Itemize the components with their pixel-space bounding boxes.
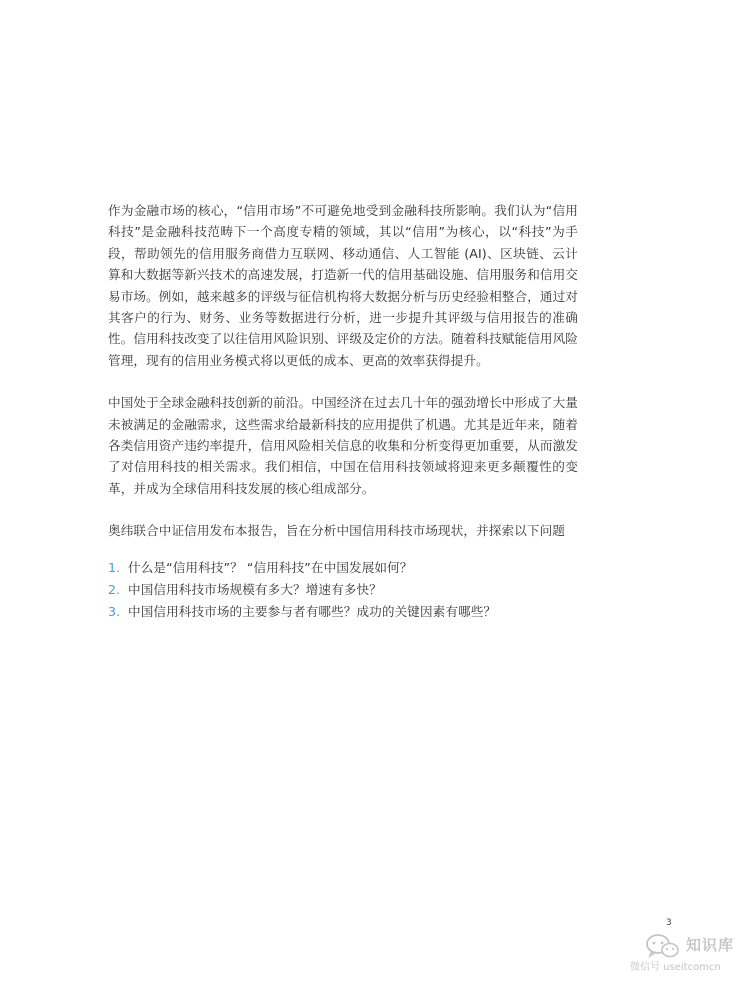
question-list <box>108 557 578 623</box>
page-number: 3 <box>666 918 672 928</box>
wechat-icon <box>644 932 682 960</box>
report-intro: 奥纬联合中证信用发布本报告，旨在分析中国信用科技市场现状，并探索以下问题 <box>108 523 565 539</box>
question-text: 中国信用科技市场规模有多大？增速有多快？ <box>128 581 382 597</box>
list-number: 1. <box>108 559 121 575</box>
list-item <box>108 601 578 623</box>
list-item <box>108 557 578 579</box>
watermark <box>630 930 740 974</box>
question-text: 中国信用科技市场的主要参与者有哪些？成功的关键因素有哪些？ <box>128 603 497 619</box>
question-text: 什么是“信用科技”？ “信用科技”在中国发展如何？ <box>128 559 413 575</box>
list-number: 3. <box>108 603 121 619</box>
paragraph-credit-market: 作为金融市场的核心，“信用市场”不可避免地受到金融科技所影响。我们认为“信用科技”是金融科技范畴下一个高度专精的领域，其以“信用”为核心，以“科技”为手段，帮助领先的信用服务商借力互联网、移动通信、人工智能 (AI)、区块链、云计算和大数据等新兴技术的高速发展，打造新一代的信用基础设施、信用服务和信用交易市场。例如，越来越多的评级与征信机构将大数据分析与历史经验相整合，通过对其客户的行为、财务、业务等数据进行分析，进一步提升其评级与信用报告的准确性。信用科技改变了以往信用风险识别、评级及定价的方法。随着科技赋能信用风险管理，现有的信用业务模式将以更低的成本、更高的效率获得提升。 <box>108 203 578 368</box>
paragraph-china-fintech: 中国处于全球金融科技创新的前沿。中国经济在过去几十年的强劲增长中形成了大量未被满足的金融需求，这些需求给最新科技的应用提供了机遇。尤其是近年来，随着各类信用资产违约率提升，信用风险相关信息的收集和分析变得更加重要，从而激发了对信用科技的相关需求。我们相信，中国在信用科技领域将迎来更多颠覆性的变革，并成为全球信用科技发展的核心组成部分。 <box>108 395 578 496</box>
main-content <box>108 200 578 623</box>
list-number: 2. <box>108 581 121 597</box>
list-item <box>108 579 578 601</box>
watermark-subtitle: 微信号 useitcomcn <box>630 962 721 973</box>
watermark-title: 知识库 <box>686 936 735 954</box>
